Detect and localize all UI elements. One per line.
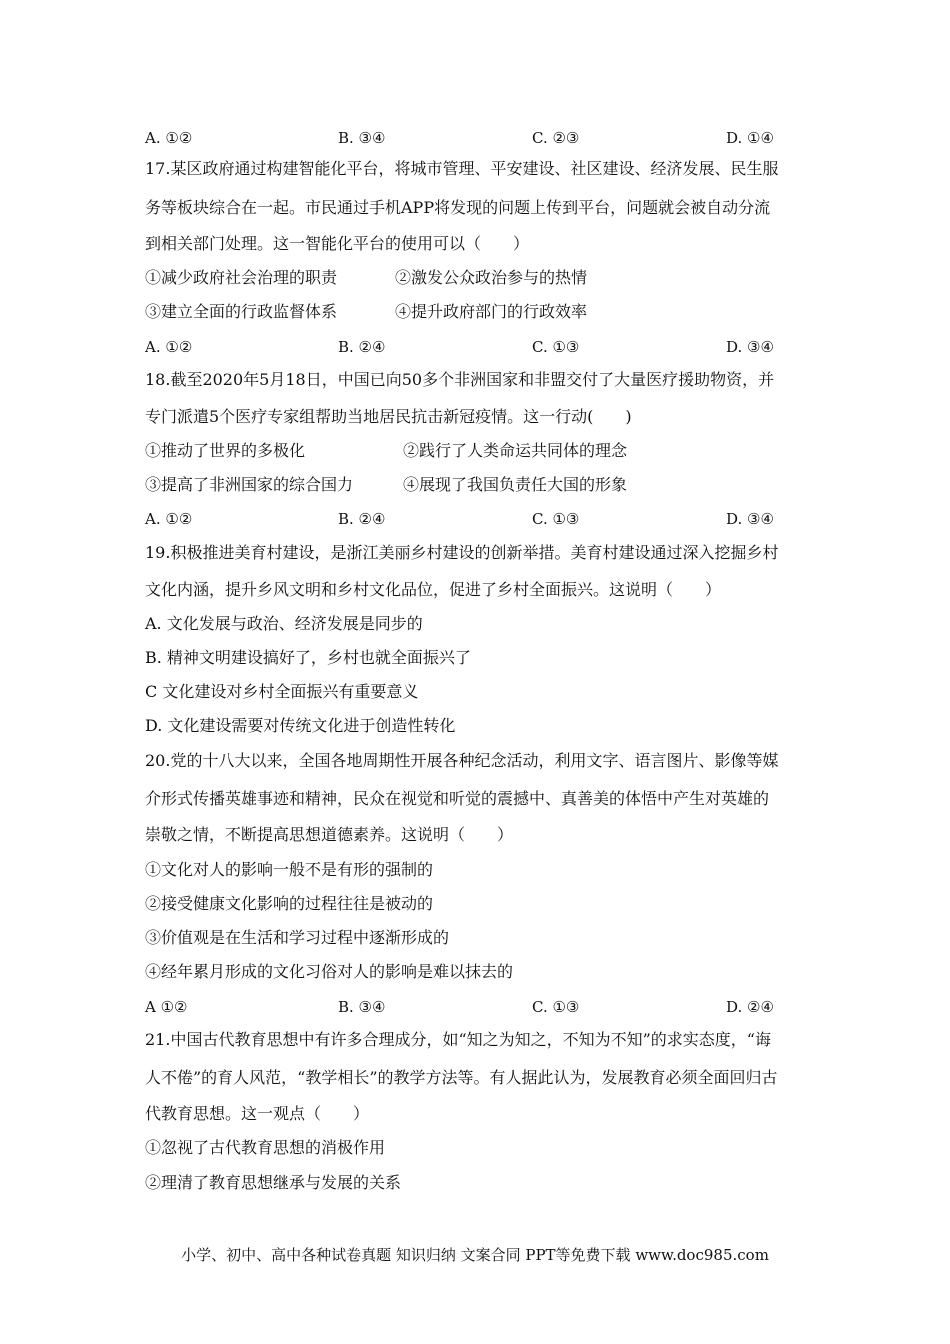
q18-option-a: A. ①② [145, 510, 193, 528]
q18-option-b: B. ②④ [338, 510, 386, 528]
q17-statement-1: ①减少政府社会治理的职责 [145, 268, 338, 287]
q18-statement-2: ②践行了人类命运共同体的理念 [403, 441, 628, 460]
q20-option-d: D. ②④ [726, 998, 774, 1016]
q21-statement-2: ②理清了教育思想继承与发展的关系 [145, 1173, 402, 1192]
q17-option-b: B. ②④ [338, 338, 386, 356]
q20-option-b: B. ③④ [338, 998, 386, 1016]
q17-statement-3: ③建立全面的行政监督体系 [145, 302, 338, 321]
q20-option-a: A ①② [145, 998, 188, 1016]
q17-statement-2: ②激发公众政治参与的热情 [395, 268, 588, 287]
page-footer: 小学、初中、高中各种试卷真题 知识归纳 文案合同 PPT等免费下载 www.doc985.com [181, 1246, 769, 1264]
q19-stem-line-2: 文化内涵，提升乡风文明和乡村文化品位，促进了乡村全面振兴。这说明（ ） [145, 580, 722, 599]
q17-option-a: A. ①② [145, 338, 193, 356]
q17-stem-line-3: 到相关部门处理。这一智能化平台的使用可以（ ） [145, 234, 530, 253]
q19-stem-line-1: 19.积极推进美育村建设，是浙江美丽乡村建设的创新举措。美育村建设通过深入挖掘乡村 [145, 543, 779, 562]
q18-option-d: D. ③④ [726, 510, 774, 528]
q20-stem-line-2: 介形式传播英雄事迹和精神，民众在视觉和听觉的震撼中、真善美的体悟中产生对英雄的 [145, 789, 770, 808]
q20-statement-4: ④经年累月形成的文化习俗对人的影响是难以抹去的 [145, 962, 514, 981]
q21-stem-line-3: 代教育思想。这一观点（ ） [145, 1104, 370, 1123]
q21-statement-1: ①忽视了古代教育思想的消极作用 [145, 1138, 386, 1157]
q20-statement-2: ②接受健康文化影响的过程往往是被动的 [145, 894, 434, 913]
q18-stem-line-1: 18.截至2020年5月18日，中国已向50多个非洲国家和非盟交付了大量医疗援助物资，并 [145, 370, 775, 389]
q20-options [145, 997, 805, 1017]
q18-statement-1: ①推动了世界的多极化 [145, 441, 306, 460]
q20-option-c: C. ①③ [532, 998, 580, 1016]
q16-option-d: D. ①④ [726, 129, 774, 147]
q17-option-c: C. ①③ [532, 338, 580, 356]
q16-option-a: A. ①② [145, 129, 193, 147]
q19-choice-c: C 文化建设对乡村全面振兴有重要意义 [145, 682, 419, 701]
q20-statement-3: ③价值观是在生活和学习过程中逐渐形成的 [145, 928, 450, 947]
q16-options [145, 128, 805, 148]
q20-stem-line-3: 崇敬之情，不断提高思想道德素养。这说明（ ） [145, 825, 514, 844]
q20-stem-line-1: 20.党的十八大以来，全国各地周期性开展各种纪念活动，利用文字、语言图片、影像等媒 [145, 751, 779, 770]
q19-choice-b: B. 精神文明建设搞好了，乡村也就全面振兴了 [145, 648, 471, 667]
q21-stem-line-2: 人不倦”的育人风范，“教学相长”的教学方法等。有人据此认为，发展教育必须全面回归古 [145, 1068, 778, 1087]
q16-option-c: C. ②③ [532, 129, 580, 147]
q18-statement-3: ③提高了非洲国家的综合国力 [145, 475, 354, 494]
q18-option-c: C. ①③ [532, 510, 580, 528]
q19-choice-d: D. 文化建设需要对传统文化进于创造性转化 [145, 716, 456, 735]
q17-stem-line-2: 务等板块综合在一起。市民通过手机APP将发现的问题上传到平台，问题就会被自动分流 [145, 198, 771, 217]
q17-option-d: D. ③④ [726, 338, 774, 356]
q19-choice-a: A. 文化发展与政治、经济发展是同步的 [145, 614, 423, 633]
q18-options [145, 509, 805, 529]
q17-statement-4: ④提升政府部门的行政效率 [395, 302, 588, 321]
q21-stem-line-1: 21.中国古代教育思想中有许多合理成分，如“知之为知之，不知为不知”的求实态度，“诲 [145, 1030, 771, 1049]
q18-statement-4: ④展现了我国负责任大国的形象 [403, 475, 628, 494]
q20-statement-1: ①文化对人的影响一般不是有形的强制的 [145, 860, 434, 879]
q18-stem-line-2: 专门派遣5个医疗专家组帮助当地居民抗击新冠疫情。这一行动( ) [145, 407, 632, 426]
q17-options [145, 337, 805, 357]
q17-stem-line-1: 17.某区政府通过构建智能化平台，将城市管理、平安建设、社区建设、经济发展、民生服 [145, 159, 779, 178]
q16-option-b: B. ③④ [338, 129, 386, 147]
